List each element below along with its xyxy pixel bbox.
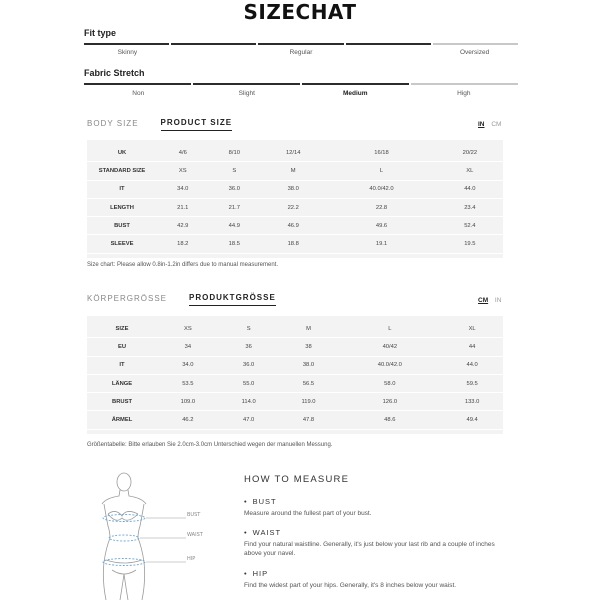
table-cell: 49.4 xyxy=(441,411,503,429)
fabric-stretch-options xyxy=(84,90,518,97)
tab-produktgroesse[interactable]: PRODUKTGRÖSSE xyxy=(189,293,276,306)
row-header: EU xyxy=(87,338,157,356)
table-cell: 36 xyxy=(219,338,279,356)
row-header: UK xyxy=(87,144,157,162)
row-header: ÄRMEL xyxy=(87,411,157,429)
table-cell: 56.5 xyxy=(279,375,339,393)
row-header: BRUST xyxy=(87,393,157,411)
bust-measure-line xyxy=(103,515,145,522)
table-cell: S xyxy=(219,320,279,338)
table-cell: 21.7 xyxy=(209,199,261,217)
table-cell: 126.0 xyxy=(338,393,441,411)
table-cell: 109.0 xyxy=(157,393,219,411)
table-cell: S xyxy=(209,162,261,180)
table-row xyxy=(87,217,503,235)
figure-label-waist: WAIST xyxy=(187,532,203,538)
figure-head xyxy=(117,473,131,491)
unit-in-de[interactable]: IN xyxy=(494,297,502,304)
table-row xyxy=(87,393,503,411)
table-row xyxy=(87,162,503,180)
table-cell: 34.0 xyxy=(157,181,209,199)
figure-bra xyxy=(108,511,138,520)
chart-en-tabs xyxy=(87,118,254,131)
waist-measure-line xyxy=(109,535,139,541)
table-cell: 22.8 xyxy=(326,199,436,217)
table-cell: 4/6 xyxy=(157,144,209,162)
fit-option-oversized: Oversized xyxy=(459,49,490,56)
table-cell: 36.0 xyxy=(209,181,261,199)
table-cell: 18.2 xyxy=(157,235,209,253)
table-cell: 21.1 xyxy=(157,199,209,217)
chart-de-unit-toggle xyxy=(473,297,501,304)
table-row xyxy=(87,320,503,338)
table-cell: XL xyxy=(441,320,503,338)
measure-heading-bust: BUST xyxy=(252,497,277,506)
table-cell: 16/18 xyxy=(326,144,436,162)
table-cell: 114.0 xyxy=(219,393,279,411)
table-row xyxy=(87,199,503,217)
figure-briefs xyxy=(106,560,142,574)
row-header: IT xyxy=(87,357,157,375)
table-cell: 38.0 xyxy=(260,181,326,199)
fit-option-regular: Regular xyxy=(289,49,313,56)
how-to-measure-title: HOW TO MEASURE xyxy=(244,474,350,485)
chart-de-tabs xyxy=(87,293,298,306)
chart-en-unit-toggle xyxy=(473,121,501,128)
measure-item-waist: • WAIST Find your natural waistline. Generally, it's just below your last rib and a couple of inches above your navel. xyxy=(244,528,514,558)
table-cell: 52.4 xyxy=(437,217,503,235)
measure-heading-hip: HIP xyxy=(252,569,269,578)
stretch-option-slight: Slight xyxy=(238,90,255,97)
table-cell: 22.2 xyxy=(260,199,326,217)
table-cell: M xyxy=(279,320,339,338)
table-cell: XL xyxy=(437,162,503,180)
table-cell: 38 xyxy=(279,338,339,356)
table-row xyxy=(87,235,503,253)
table-cell: 40.0/42.0 xyxy=(326,181,436,199)
figure-legs xyxy=(103,562,144,600)
table-cell: 18.8 xyxy=(260,235,326,253)
table-cell: 23.4 xyxy=(437,199,503,217)
fit-option-skinny: Skinny xyxy=(117,49,138,56)
measure-text-waist: Find your natural waistline. Generally, it's just below your last rib and a couple of inches above your navel. xyxy=(244,541,495,557)
table-cell: 36.0 xyxy=(219,357,279,375)
page-title: SIZECHAT xyxy=(243,0,357,24)
table-cell: 44.0 xyxy=(441,357,503,375)
table-cell: 44.0 xyxy=(437,181,503,199)
table-cell: 44.9 xyxy=(209,217,261,235)
table-cell: L xyxy=(338,320,441,338)
fabric-stretch-scale xyxy=(84,83,518,85)
table-row xyxy=(87,375,503,393)
stretch-option-non: Non xyxy=(132,90,145,97)
row-header: BUST xyxy=(87,217,157,235)
row-header: SIZE xyxy=(87,320,157,338)
table-cell: 8/10 xyxy=(209,144,261,162)
tab-koerpergroesse[interactable]: KÖRPERGRÖSSE xyxy=(87,294,168,303)
table-row xyxy=(87,357,503,375)
table-cell: 40/42 xyxy=(338,338,441,356)
measure-text-hip: Find the widest part of your hips. Generally, it's 8 inches below your waist. xyxy=(244,582,457,589)
table-cell: 47.0 xyxy=(219,411,279,429)
tab-body-size[interactable]: BODY SIZE xyxy=(87,119,139,128)
size-note-de: Größentabelle: Bitte erlauben Sie 2.0cm-3.0cm Unterschied wegen der manuellen Messung. xyxy=(87,442,333,448)
table-cell: 59.5 xyxy=(441,375,503,393)
figure-label-bust: BUST xyxy=(187,512,201,518)
table-row xyxy=(87,338,503,356)
table-cell: 20/22 xyxy=(437,144,503,162)
figure-shoulders xyxy=(102,490,146,504)
tab-product-size[interactable]: PRODUCT SIZE xyxy=(161,118,233,131)
unit-cm-de[interactable]: CM xyxy=(478,297,489,304)
table-cell: 49.6 xyxy=(326,217,436,235)
table-cell: 19.1 xyxy=(326,235,436,253)
table-cell: 48.6 xyxy=(338,411,441,429)
table-cell: 42.9 xyxy=(157,217,209,235)
fit-type-scale xyxy=(84,43,518,45)
table-row xyxy=(87,411,503,429)
table-cell: 119.0 xyxy=(279,393,339,411)
row-header: IT xyxy=(87,181,157,199)
table-cell: L xyxy=(326,162,436,180)
table-cell: M xyxy=(260,162,326,180)
figure-label-hip: HIP xyxy=(187,556,196,562)
fit-type-label: Fit type xyxy=(84,28,117,38)
table-cell: 46.9 xyxy=(260,217,326,235)
body-measure-illustration xyxy=(88,470,228,600)
unit-cm[interactable]: CM xyxy=(491,121,502,128)
table-cell: 58.0 xyxy=(338,375,441,393)
stretch-option-high: High xyxy=(457,90,471,97)
measure-heading-waist: WAIST xyxy=(252,528,282,537)
table-cell: 34.0 xyxy=(157,357,219,375)
row-header: LENGTH xyxy=(87,199,157,217)
table-cell: XS xyxy=(157,320,219,338)
size-table-en xyxy=(87,140,503,258)
table-cell: 44 xyxy=(441,338,503,356)
row-header: SLEEVE xyxy=(87,235,157,253)
table-cell: 38.0 xyxy=(279,357,339,375)
table-cell: 12/14 xyxy=(260,144,326,162)
table-cell: 34 xyxy=(157,338,219,356)
unit-in[interactable]: IN xyxy=(478,121,485,128)
table-cell: 55.0 xyxy=(219,375,279,393)
table-cell: 133.0 xyxy=(441,393,503,411)
table-cell: 40.0/42.0 xyxy=(338,357,441,375)
size-note-en: Size chart: Please allow 0.8in-1.2in differs due to manual measurement. xyxy=(87,262,278,268)
table-cell: XS xyxy=(157,162,209,180)
measure-item-bust: • BUST Measure around the fullest part of your bust. xyxy=(244,497,514,518)
table-row xyxy=(87,144,503,162)
table-cell: 18.5 xyxy=(209,235,261,253)
measure-text-bust: Measure around the fullest part of your bust. xyxy=(244,510,372,517)
fit-type-options xyxy=(84,49,518,56)
row-header: STANDARD SIZE xyxy=(87,162,157,180)
fabric-stretch-label: Fabric Stretch xyxy=(84,68,145,78)
row-header: LÄNGE xyxy=(87,375,157,393)
hip-measure-line xyxy=(103,559,145,566)
stretch-option-medium: Medium xyxy=(342,90,368,97)
size-table-de xyxy=(87,316,503,434)
table-cell: 53.5 xyxy=(157,375,219,393)
table-row xyxy=(87,181,503,199)
table-cell: 19.5 xyxy=(437,235,503,253)
table-cell: 46.2 xyxy=(157,411,219,429)
measure-item-hip: • HIP Find the widest part of your hips. Generally, it's 8 inches below your waist. xyxy=(244,569,514,590)
table-cell: 47.8 xyxy=(279,411,339,429)
